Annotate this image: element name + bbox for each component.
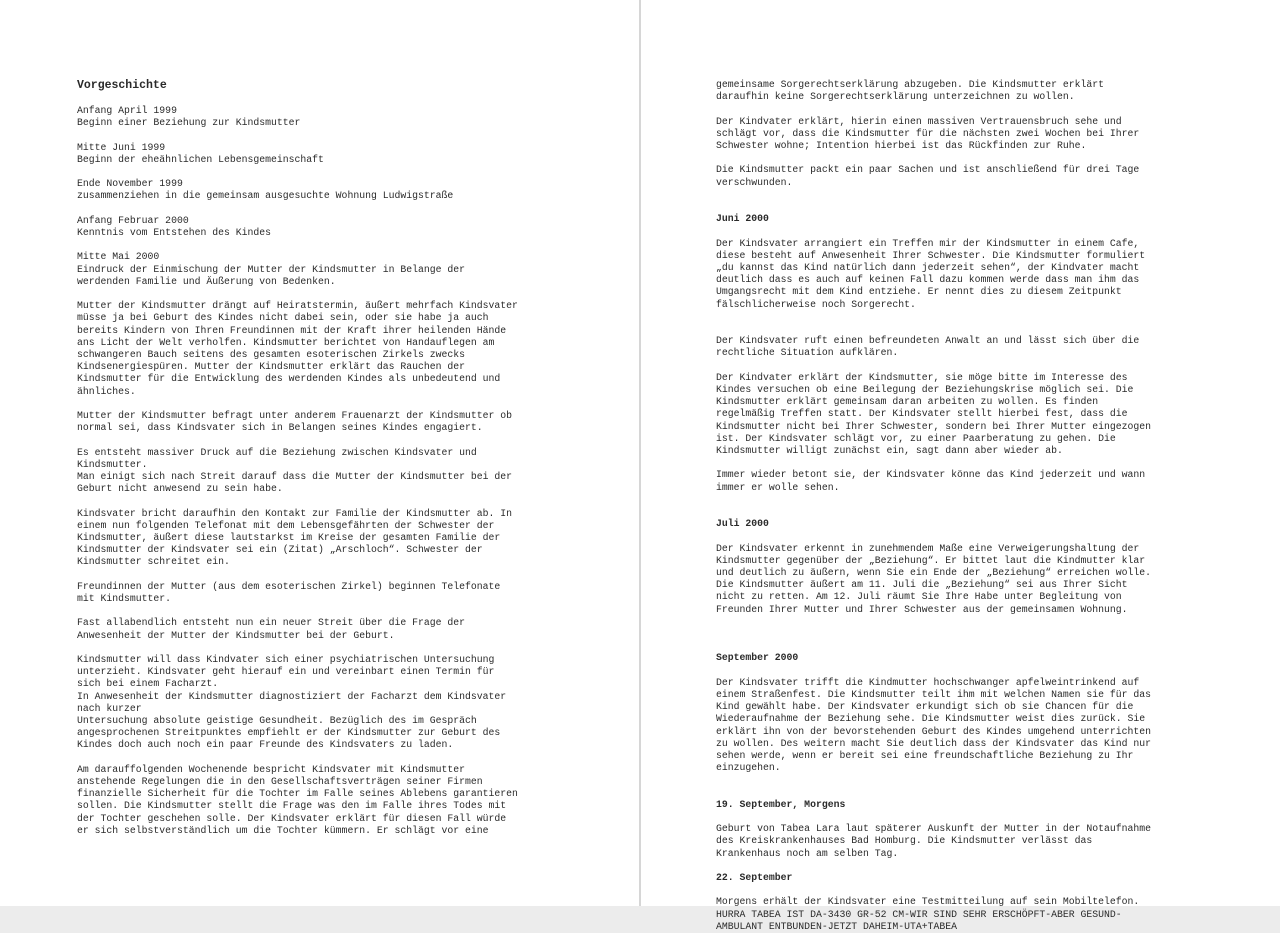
section-heading: Juni 2000 bbox=[716, 213, 769, 225]
paragraph: Morgens erhält der Kindsvater eine Testmitteilung auf sein Mobiltelefon. HURRA TABEA IST DA-3430 GR-52 CM-WIR SIND SEHR ERSCHÖPFT-ABER GESUND- AMBULANT ENTBUNDEN-JETZT DAHEIM-UTA+TABEA bbox=[716, 896, 1140, 932]
paragraph: Fast allabendlich entsteht nun ein neuer Streit über die Frage der Anwesenheit der Mutter der Kindsmutter bei der Geburt. bbox=[77, 617, 466, 641]
paragraph: Der Kindvater erklärt, hierin einen massiven Vertrauensbruch sehe und schlägt vor, dass die Kindsmutter für die nächsten zwei Wochen bei Ihrer Schwester wohne; Intention hierbei ist das Rückfinden zur Ruhe. bbox=[716, 115, 1140, 151]
paragraph: Geburt von Tabea Lara laut späterer Auskunft der Mutter in der Notaufnahme des Kreiskrankenhauses Bad Homburg. Die Kindsmutter verlässt das Krankenhaus noch am selben Tag. bbox=[716, 823, 1152, 859]
section-text: Der Kindsvater arrangiert ein Treffen mir der Kindsmutter in einem Cafe, diese besteht auf Anwesenheit Ihrer Schwester. Die Kindsmutter formuliert „du kannst das Kind natürlich dann jederzeit sehen“, der Kindvater macht deutlich dass es auch auf keinen Fall dazu kommen werde dass man ihm das Umgangsrecht mit dem Kind entziehe. Er nennt dies zu diesem Zeitpunkt fälschlicherweise noch Sorgerecht. bbox=[716, 237, 1146, 310]
section-heading: September 2000 bbox=[716, 652, 799, 664]
section-text: Der Kindsvater erkennt in zunehmendem Maße eine Verweigerungshaltung der Kindsmutter gegenüber der „Beziehung“. Er bittet laut die Kindmutter klar und deutlich zu äußern, wenn Sie ein Ende der „Beziehung“ erreichen wolle. Die Kindsmutter äußert am 11. Juli die „Beziehung“ sei aus Ihrer Sicht nicht zu retten. Am 12. Juli räumt Sie Ihre Habe unter Begleitung von Freunden Ihrer Mutter und Ihrer Schwester aus der gemeinsamen Wohnung. bbox=[716, 542, 1152, 615]
paragraph: Ende November 1999 zusammenziehen in die gemeinsam ausgesuchte Wohnung Ludwigstraße bbox=[77, 178, 454, 202]
paragraph: Mitte Juni 1999 Beginn der eheähnlichen Lebensgemeinschaft bbox=[77, 141, 324, 165]
left-page bbox=[0, 0, 639, 906]
paragraph: Freundinnen der Mutter (aus dem esoterischen Zirkel) beginnen Telefonate mit Kindsmutter. bbox=[77, 580, 501, 604]
right-page bbox=[641, 0, 1280, 932]
section-heading: Juli 2000 bbox=[716, 518, 769, 530]
paragraph: Immer wieder betont sie, der Kindsvater könne das Kind jederzeit und wann immer er wolle sehen. bbox=[716, 469, 1146, 493]
paragraph: gemeinsame Sorgerechtserklärung abzugeben. Die Kindsmutter erklärt daraufhin keine Sorgerechtserklärung unterzeichnen zu wollen. bbox=[716, 79, 1105, 103]
dated-section bbox=[716, 640, 1240, 786]
paragraph: Die Kindsmutter packt ein paar Sachen und ist anschließend für drei Tage verschwunden. bbox=[716, 164, 1140, 188]
section-heading: 22. September bbox=[716, 872, 793, 884]
paragraph: Der Kindsvater ruft einen befreundeten Anwalt an und lässt sich über die rechtliche Situation aufklären. bbox=[716, 335, 1140, 359]
dated-section bbox=[716, 506, 1240, 628]
section-heading: 19. September, Morgens bbox=[716, 798, 846, 810]
paragraph: Kindsvater bricht daraufhin den Kontakt zur Familie der Kindsmutter ab. In einem nun folgenden Telefonat mit dem Lebensgefährten der Schwester der Kindsmutter, äußert diese lautstarkst im Kreise der gesamten Familie der Kindsmutter der Kindsvater sei ein (Zitat) „Arschloch“. Schwester der Kindsmutter schreitet ein. bbox=[77, 507, 513, 568]
paragraph: Mutter der Kindsmutter befragt unter anderem Frauenarzt der Kindsmutter ob normal sei, dass Kindsvater sich in Belangen seines Kindes engagiert. bbox=[77, 409, 513, 434]
paragraph: Es entsteht massiver Druck auf die Beziehung zwischen Kindsvater und Kindsmutter. Man einigt sich nach Streit darauf dass die Mutter der Kindsmutter bei der Geburt nicht anwesend zu sein habe. bbox=[77, 446, 513, 495]
paragraph: Mitte Mai 2000 Eindruck der Einmischung der Mutter der Kindsmutter in Belange der werdenden Familie und Äußerung von Bedenken. bbox=[77, 251, 466, 287]
section-title: Vorgeschichte bbox=[77, 79, 167, 92]
paragraph: Am darauffolgenden Wochenende bespricht Kindsvater mit Kindsmutter anstehende Regelungen die in den Gesellschaftsverträgen seiner Firmen finanzielle Sicherheit für die Tochter im Falle seines Ablebens garantieren sollen. Die Kindsmutter stellt die Frage was den im Falle ihres Todes mit der Tochter geschehen solle. Der Kindsvater erklärt für diesen Fall würde er sich selbstverständlich um die Tochter kümmern. Er schlägt vor eine bbox=[77, 763, 518, 836]
paragraph: Anfang Februar 2000 Kenntnis vom Entstehen des Kindes bbox=[77, 214, 272, 238]
section-text: Der Kindsvater trifft die Kindmutter hochschwanger apfelweintrinkend auf einem Straßenfest. Die Kindsmutter teilt ihm mit welchen Namen sie für das Kind gewählt habe. Der Kindsvater erkundigt sich ob sie Chancen für die Wiederaufnahme der Beziehung sehe. Die Kindsmutter weist dies zurück. Sie erklärt ihn von der bevorstehenden Geburt des Kindes umgehend unterrichten zu wollen. Des weitern macht Sie deutlich dass der Kindsvater das Kind nur sehen werde, wenn er bereit sei eine freundschaftliche Beziehung zu Ihr einzugehen. bbox=[716, 676, 1152, 774]
paragraph: Mutter der Kindsmutter drängt auf Heiratstermin, äußert mehrfach Kindsvater müsse ja bei Geburt des Kindes nicht dabei sein, oder sie habe ja auch bereits Kindern von Ihren Freundinnen mit der Kraft ihrer heilenden Hände ans Licht der Welt verholfen. Kindsmutter berichtet von Handauflegen am schwangeren Bauch seitens des gesamten esoterischen Zirkels zwecks Kindsenergiespüren. Mutter der Kindsmutter erklärt das Rauchen der Kindsmutter für die Entwicklung des werdenden Kindes als unbedeutend und ähnliches. bbox=[77, 300, 518, 397]
paragraph: Der Kindvater erklärt der Kindsmutter, sie möge bitte im Interesse des Kindes versuchen ob eine Beilegung der Beziehungskrise möglich sei. Die Kindsmutter erklärt gemeinsam daran arbeiten zu wollen. Es finden regelmäßig Treffen statt. Der Kindsvater stellt hierbei fest, dass die Kindsmutter nicht bei Ihrer Schwester, sondern bei Ihrer Mutter eingezogen ist. Der Kindsvater schlägt vor, zu einer Paarberatung zu gehen. Die Kindsmutter willigt zunächst ein, sagt dann aber wieder ab. bbox=[716, 371, 1152, 457]
paragraph: Kindsmutter will dass Kindvater sich einer psychiatrischen Untersuchung unterzieht. Kindsvater geht hierauf ein und vereinbart einen Termin für sich bei einem Facharzt. In Anwesenheit der Kindsmutter diagnostiziert der Facharzt dem Kindsvater nach kurzer Untersuchung absolute geistige Gesundheit. Bezüglich des im Gespräch angesprochenen Streitpunktes empfiehlt er der Kindsmutter zur Geburt des Kindes doch auch noch ein paar Freunde des Kindsvaters zu laden. bbox=[77, 653, 507, 751]
dated-section bbox=[716, 201, 1240, 323]
paragraph: Anfang April 1999 Beginn einer Beziehung zur Kindsmutter bbox=[77, 105, 301, 129]
